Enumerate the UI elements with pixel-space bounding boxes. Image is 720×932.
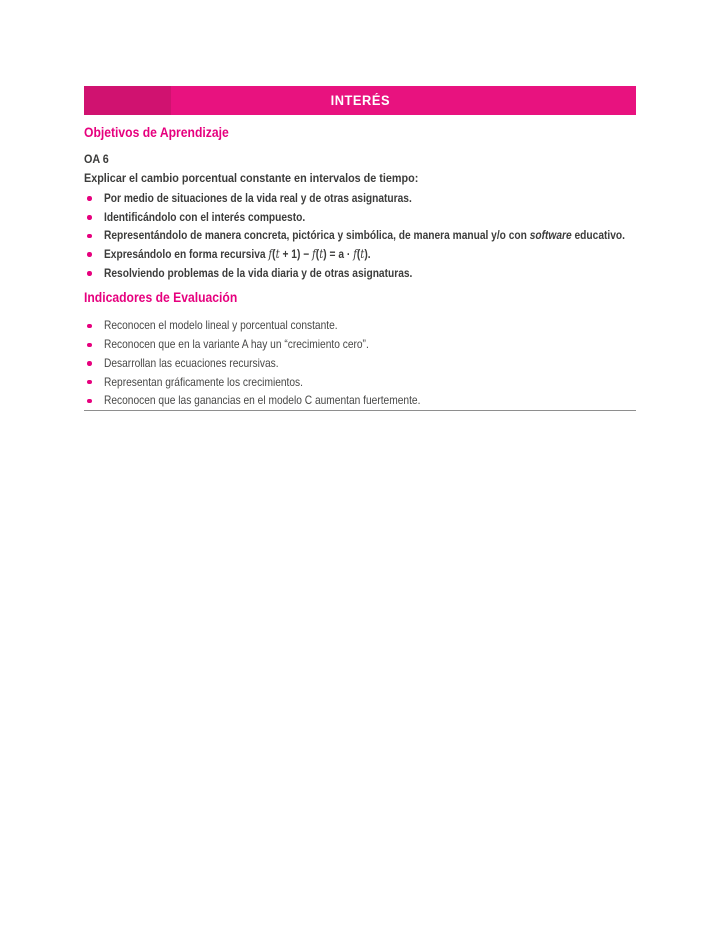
- oa-code: OA 6: [84, 152, 109, 166]
- list-item: [84, 226, 636, 245]
- list-item-text: Desarrollan las ecuaciones recursivas.: [104, 355, 279, 370]
- objetivos-bullet-list: [84, 189, 636, 282]
- bullet-icon: [87, 252, 92, 257]
- bullet-icon: [87, 271, 92, 276]
- indicadores-heading: Indicadores de Evaluación: [84, 290, 238, 306]
- list-item-text: Representan gráficamente los crecimientos.: [104, 374, 304, 389]
- list-item-text: Reconocen que en la variante A hay un “crecimiento cero”.: [104, 337, 369, 352]
- bullet-icon: [87, 234, 92, 239]
- list-item-text: Representándolo de manera concreta, pictórica y simbólica, de manera manual y/o con software educativo.: [104, 228, 625, 243]
- list-item-text: Reconocen que las ganancias en el modelo C aumentan fuertemente.: [104, 393, 421, 408]
- list-item-text: Reconocen el modelo lineal y porcentual constante.: [104, 318, 338, 333]
- list-item-text: Resolviendo problemas de la vida diaria y de otras asignaturas.: [104, 265, 413, 280]
- bullet-icon: [87, 399, 92, 404]
- bullet-icon: [87, 215, 92, 220]
- list-item: [84, 208, 636, 227]
- unit-title-bar: [84, 86, 636, 115]
- list-item: [84, 316, 636, 335]
- bottom-divider: [84, 410, 636, 411]
- bullet-icon: [87, 196, 92, 201]
- bullet-icon: [87, 324, 92, 329]
- unit-title: INTERÉS: [330, 93, 390, 108]
- section-objetivos: [84, 125, 636, 282]
- list-item: [84, 373, 636, 392]
- list-item-text: Identificándolo con el interés compuesto.: [104, 209, 306, 224]
- list-item-text: Expresándolo en forma recursiva f(t + 1) − f(t) = a · f(t).: [104, 247, 371, 262]
- indicadores-bullet-list: [84, 316, 636, 409]
- bullet-icon: [87, 380, 92, 385]
- bullet-icon: [87, 343, 92, 348]
- list-item: [84, 264, 636, 283]
- list-item: [84, 335, 636, 354]
- section-indicadores: [84, 290, 636, 409]
- objetivos-heading: Objetivos de Aprendizaje: [84, 125, 229, 140]
- list-item-text: Por medio de situaciones de la vida real y de otras asignaturas.: [104, 191, 412, 205]
- list-item: [84, 391, 636, 410]
- list-item: [84, 245, 636, 264]
- bullet-icon: [87, 361, 92, 366]
- list-item: [84, 354, 636, 373]
- title-bar-accent-block: [84, 86, 171, 115]
- objetivos-intro: Explicar el cambio porcentual constante en intervalos de tiempo:: [84, 171, 419, 185]
- list-item: [84, 189, 636, 208]
